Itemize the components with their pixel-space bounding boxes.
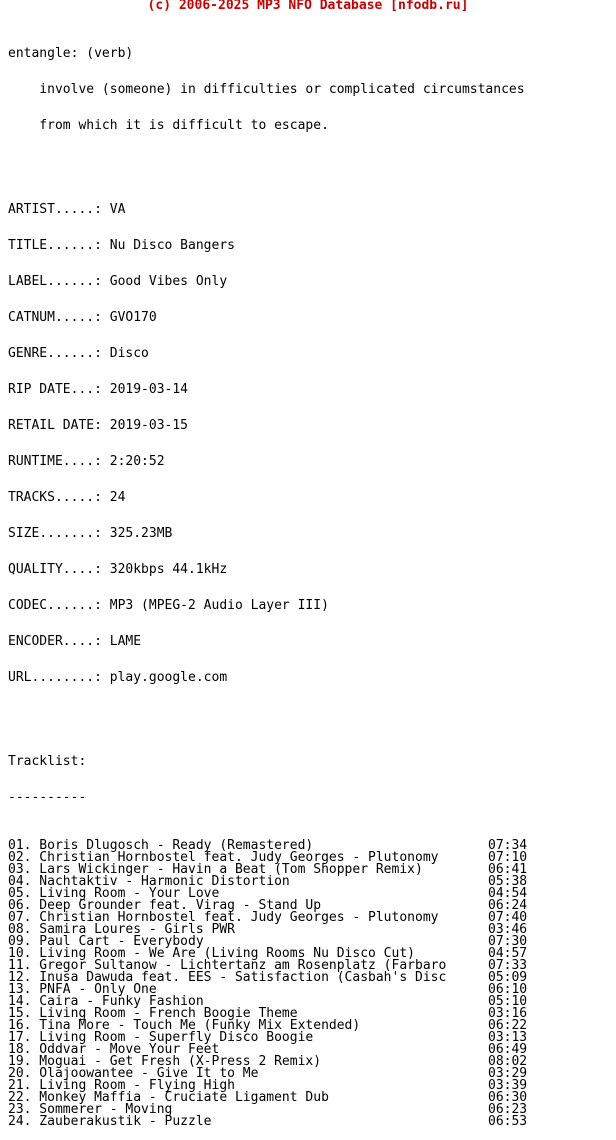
track-title: 17. Living Room - Superfly Disco Boogie	[8, 1030, 314, 1045]
track-title: 21. Living Room - Flying High	[8, 1078, 235, 1093]
track-title: 13. PNFA - Only One	[8, 982, 157, 997]
track-duration: 06:10	[488, 982, 528, 997]
info-quality: QUALITY....: 320kbps 44.1kHz	[8, 562, 228, 577]
tracklist-header: Tracklist:	[8, 754, 87, 769]
track-duration: 07:34	[488, 838, 528, 853]
track-duration: 06:49	[488, 1042, 528, 1057]
track-duration: 06:23	[488, 1102, 528, 1117]
info-tracks: TRACKS.....: 24	[8, 490, 126, 505]
definition-line: entangle: (verb)	[8, 46, 134, 61]
info-genre: GENRE......: Disco	[8, 346, 149, 361]
info-catnum: CATNUM.....: GVO170	[8, 310, 157, 325]
nfo-document	[8, 24, 528, 1140]
track-duration: 05:10	[488, 994, 528, 1009]
track-duration: 06:41	[488, 862, 528, 877]
track-title: 18. Oddvar - Move Your Feet	[8, 1042, 220, 1057]
info-runtime: RUNTIME....: 2:20:52	[8, 454, 165, 469]
track-duration: 03:13	[488, 1030, 528, 1045]
info-rip-date: RIP DATE...: 2019-03-14	[8, 382, 189, 397]
track-title: 05. Living Room - Your Love	[8, 886, 220, 901]
info-url: URL........: play.google.com	[8, 670, 228, 685]
track-duration: 06:24	[488, 898, 528, 913]
tracklist	[8, 838, 528, 1129]
info-size: SIZE.......: 325.23MB	[8, 526, 173, 541]
site-banner: (c) 2006-2025 MP3 NFO Database [nfodb.ru]	[147, 0, 469, 13]
track-duration: 07:30	[488, 934, 528, 949]
track-duration: 08:02	[488, 1054, 528, 1069]
track-title: 16. Tina More - Touch Me (Funky Mix Extended)	[8, 1018, 361, 1033]
track-duration: 06:30	[488, 1090, 528, 1105]
track-duration: 07:10	[488, 850, 528, 865]
track-row	[8, 1114, 528, 1129]
track-title: 10. Living Room - We Are (Living Rooms Nu Disco Cut)	[8, 946, 415, 961]
blank-line	[8, 156, 525, 168]
track-title: 11. Gregor Sultanow - Lichtertanz am Rosenplatz (Farbaro	[8, 958, 447, 973]
track-title: 19. Moguai - Get Fresh (X-Press 2 Remix)	[8, 1054, 322, 1069]
track-duration: 03:16	[488, 1006, 528, 1021]
definition-line: involve (someone) in difficulties or complicated circumstances	[8, 82, 525, 97]
track-title: 22. Monkey Maffia - Cruciate Ligament Dub	[8, 1090, 329, 1105]
track-title: 04. Nachtaktiv - Harmonic Distortion	[8, 874, 290, 889]
track-title: 12. Inusa Dawuda feat. EES - Satisfaction (Casbah's Disc	[8, 970, 447, 985]
track-title: 08. Samira Loures - Girls PWR	[8, 922, 235, 937]
track-duration: 05:09	[488, 970, 528, 985]
info-title: TITLE......: Nu Disco Bangers	[8, 238, 235, 253]
track-duration: 06:22	[488, 1018, 528, 1033]
track-title: 20. Olajoowantee - Give It to Me	[8, 1066, 259, 1081]
track-title: 14. Caira - Funky Fashion	[8, 994, 204, 1009]
track-duration: 05:38	[488, 874, 528, 889]
track-duration: 03:39	[488, 1078, 528, 1093]
track-title: 09. Paul Cart - Everybody	[8, 934, 204, 949]
info-codec: CODEC......: MP3 (MPEG-2 Audio Layer III)	[8, 598, 329, 613]
track-duration: 04:54	[488, 886, 528, 901]
track-title: 07. Christian Hornbostel feat. Judy Georges - Plutonomy	[8, 910, 439, 925]
blank-line	[8, 708, 525, 720]
track-title: 06. Deep Grounder feat. Virag - Stand Up	[8, 898, 322, 913]
track-title: 24. Zauberakustik - Puzzle	[8, 1114, 212, 1129]
info-encoder: ENCODER....: LAME	[8, 634, 142, 649]
track-duration: 07:40	[488, 910, 528, 925]
info-artist: ARTIST.....: VA	[8, 202, 126, 217]
track-duration: 06:53	[488, 1114, 528, 1129]
track-duration: 03:46	[488, 922, 528, 937]
track-title: 15. Living Room - French Boogie Theme	[8, 1006, 298, 1021]
track-title: 03. Lars Wickinger - Havin a Beat (Tom Shopper Remix)	[8, 862, 423, 877]
info-retail-date: RETAIL DATE: 2019-03-15	[8, 418, 189, 433]
definition-line: from which it is difficult to escape.	[8, 118, 329, 133]
track-duration: 04:57	[488, 946, 528, 961]
track-duration: 03:29	[488, 1066, 528, 1081]
info-label: LABEL......: Good Vibes Only	[8, 274, 228, 289]
track-duration: 07:33	[488, 958, 528, 973]
track-title: 02. Christian Hornbostel feat. Judy Georges - Plutonomy	[8, 850, 439, 865]
track-title: 01. Boris Dlugosch - Ready (Remastered)	[8, 838, 314, 853]
track-title: 23. Sommerer - Moving	[8, 1102, 173, 1117]
tracklist-rule: ----------	[8, 790, 87, 805]
